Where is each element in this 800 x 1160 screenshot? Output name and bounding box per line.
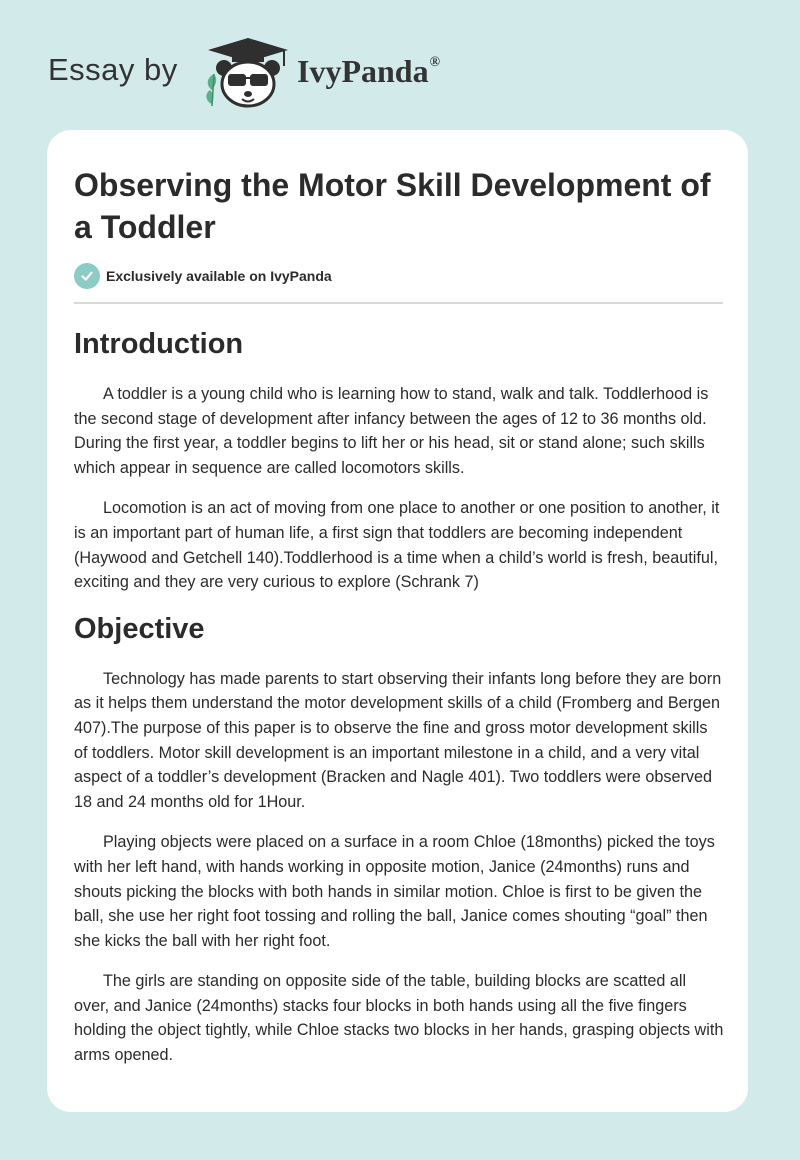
paragraph: A toddler is a young child who is learning how to stand, walk and talk. Toddlerhood is the second stage of development after infancy between the ages of 12 to 36 months old. During the first year, a toddler begins to lift her or his head, sit or stand alone; such skills which appear in sequence are called locomotors skills. — [74, 385, 709, 477]
ivypanda-logo-text[interactable] — [297, 53, 440, 90]
site-header — [0, 0, 800, 130]
exclusive-badge-label: Exclusively available on IvyPanda — [106, 268, 332, 284]
section-introduction — [74, 326, 724, 595]
essay-body — [74, 326, 724, 1084]
paragraph: Locomotion is an act of moving from one place to another or one position to another, it is an important part of human life, a first sign that toddlers are becoming independent (Haywood and Getchell 140).Toddlerhood is a time when a child’s world is fresh, beautiful, exciting and they are very curious to explore (Schrank 7) — [74, 499, 720, 592]
check-circle-icon — [74, 263, 100, 289]
essay-by-label: Essay by — [48, 52, 178, 87]
section-heading: Objective — [74, 612, 205, 645]
paragraph: Playing objects were placed on a surface in a room Chloe (18months) picked the toys with her left hand, with hands working in opposite motion, Janice (24months) runs and shouts picking the blocks with both hands in similar motion. Chloe is first to be given the ball, she use her right foot tossing and rolling the ball, Janice comes shouting “goal” then she kicks the ball with her right foot. — [74, 833, 715, 950]
registered-mark: ® — [429, 55, 441, 70]
section-objective — [74, 611, 724, 1068]
exclusive-badge — [74, 263, 332, 289]
essay-card — [47, 130, 748, 1112]
title-divider — [74, 302, 723, 304]
paragraph: Technology has made parents to start observing their infants long before they are born as it helps them understand the motor development skills of a child (Fromberg and Bergen 407).The purpose of this paper is to observe the fine and gross motor development skills of toddlers. Motor skill development is an important milestone in a child, and a very vital aspect of a toddler’s development (Bracken and Nagle 401). Two toddlers were observed 18 and 24 months old for 1Hour. — [74, 669, 722, 811]
page-title: Observing the Motor Skill Development of a Toddler — [74, 167, 711, 245]
section-heading: Introduction — [74, 328, 244, 360]
paragraph: The girls are standing on opposite side of the table, building blocks are scatted all over, and Janice (24months) stacks four blocks in both hands using all the five fingers holding the object tightly, while Chloe stacks two blocks in her hands, grasping objects with arms opened. — [74, 972, 724, 1065]
brand-name: IvyPanda — [297, 53, 429, 89]
ivypanda-panda-logo-icon[interactable] — [200, 34, 296, 110]
